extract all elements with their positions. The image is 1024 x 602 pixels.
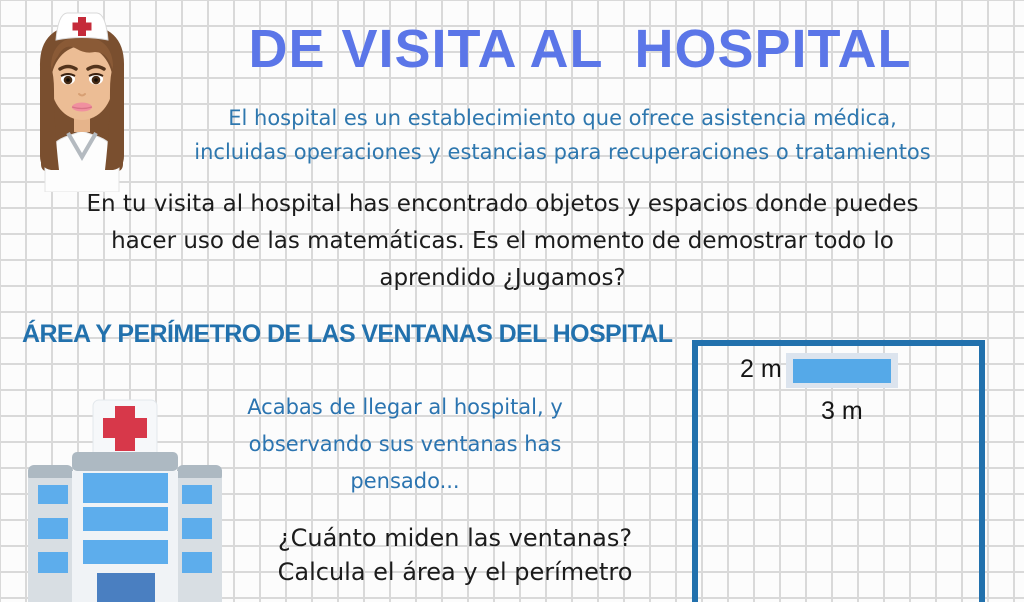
hospital-building-icon xyxy=(28,398,222,602)
subtitle-line-1: El hospital es un establecimiento que ofrece asistencia médica, xyxy=(228,106,897,130)
section-heading: ÁREA Y PERÍMETRO DE LAS VENTANAS DEL HOSPITAL xyxy=(22,320,673,348)
hospital-door xyxy=(97,573,155,602)
intro-line-1: En tu visita al hospital has encontrado objetos y espacios donde puedes xyxy=(86,191,919,217)
window-height-label: 2 m xyxy=(740,355,782,383)
prompt-line-1: Acabas de llegar al hospital, y xyxy=(247,395,563,419)
prompt-text xyxy=(230,389,580,500)
hospital-building-illustration xyxy=(28,398,222,602)
subtitle-line-2: incluidas operaciones y estancias para recuperaciones o tratamientos xyxy=(194,140,931,164)
intro-line-3: aprendido ¿Jugamos? xyxy=(379,265,626,291)
window-rect xyxy=(786,353,898,388)
window-glass xyxy=(793,359,891,383)
window-diagram-box xyxy=(692,340,985,602)
prompt-line-3: pensado... xyxy=(350,469,460,493)
subtitle xyxy=(100,101,1024,169)
page-title: DE VISITA AL HOSPITAL xyxy=(248,19,912,79)
question-text xyxy=(205,521,705,589)
intro-line-2: hacer uso de las matemáticas. Es el momento de demostrar todo lo xyxy=(111,228,894,254)
nurse-cap xyxy=(56,13,108,40)
question-line-2: Calcula el área y el perímetro xyxy=(277,558,633,586)
intro-paragraph xyxy=(25,186,980,297)
prompt-line-2: observando sus ventanas has xyxy=(248,432,562,456)
window-width-label: 3 m xyxy=(821,397,863,425)
question-line-1: ¿Cuánto miden las ventanas? xyxy=(277,524,633,552)
